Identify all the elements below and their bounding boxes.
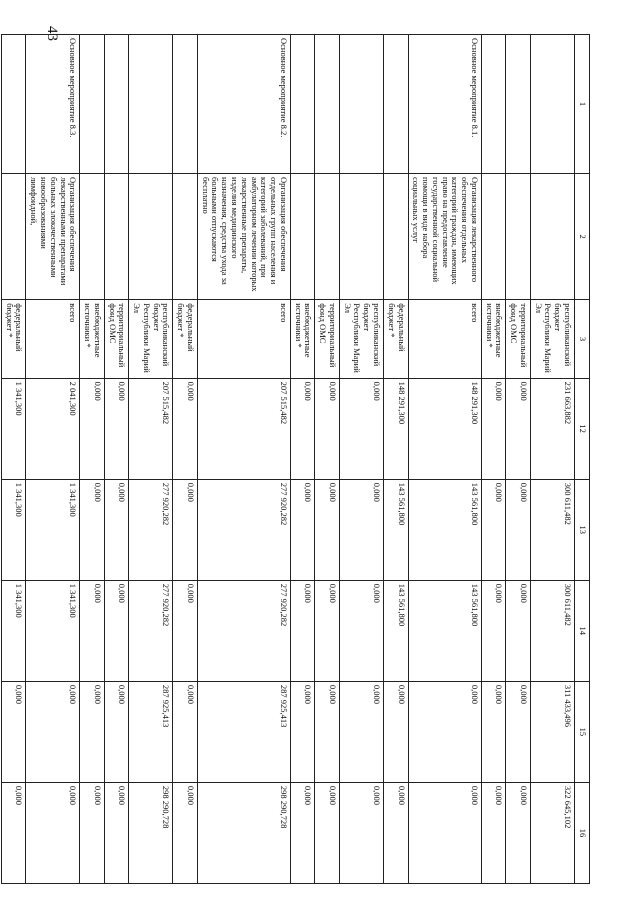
table-cell: 0,000	[80, 479, 105, 580]
table-cell: 0,000	[173, 479, 198, 580]
table-cell: 231 663,882	[530, 378, 574, 479]
table-cell: 0,000	[104, 479, 129, 580]
table-cell: федеральный бюджет *	[383, 300, 408, 378]
table-cell: 143 561,800	[383, 479, 408, 580]
table-cell: 0,000	[80, 681, 105, 782]
table-cell: республиканский бюджет Республики Марий Эл	[530, 300, 574, 378]
table-cell: 0,000	[104, 681, 129, 782]
table-cell: 0,000	[290, 782, 315, 883]
table-row	[315, 35, 340, 884]
header-row	[575, 35, 590, 884]
funding-table	[1, 34, 590, 884]
header-cell: 2	[575, 173, 590, 299]
table-cell: 1 341,300	[26, 479, 80, 580]
header-cell: 16	[575, 782, 590, 883]
header-cell: 14	[575, 580, 590, 681]
table-cell	[129, 173, 173, 299]
table-cell: территориальный фонд ОМС	[104, 300, 129, 378]
table-cell: 0,000	[383, 681, 408, 782]
table-cell: 300 611,482	[530, 580, 574, 681]
table-cell: 0,000	[383, 782, 408, 883]
table-cell: Организация обеспечения отдельных групп населения и категорий заболеваний, при амбулаторном лечении которых лекарственные препараты, изделия медицинского назначения, средства ухода за больными отпускаются бесплатно	[197, 173, 290, 299]
table-row	[1, 35, 26, 884]
page-number: 43	[44, 26, 60, 41]
header-cell: 13	[575, 479, 590, 580]
table-cell: 287 925,413	[129, 681, 173, 782]
table-cell: 277 920,282	[129, 479, 173, 580]
table-cell: 300 611,482	[530, 479, 574, 580]
table-row	[290, 35, 315, 884]
table-cell: 0,000	[339, 681, 383, 782]
table-cell: 0,000	[290, 479, 315, 580]
table-cell: 298 290,728	[129, 782, 173, 883]
table-cell	[383, 35, 408, 174]
table-cell	[80, 173, 105, 299]
table-cell: всего	[197, 300, 290, 378]
table-row	[383, 35, 408, 884]
table-cell: 0,000	[173, 378, 198, 479]
table-cell: 0,000	[80, 782, 105, 883]
table-row	[104, 35, 129, 884]
table-cell	[129, 35, 173, 174]
table-cell: внебюджетные источники *	[80, 300, 105, 378]
table-cell: 322 645,102	[530, 782, 574, 883]
table-cell: федеральный бюджет *	[1, 300, 26, 378]
table-cell: 207 515,482	[129, 378, 173, 479]
table-row	[173, 35, 198, 884]
table-cell: 0,000	[104, 378, 129, 479]
table-cell: 0,000	[339, 580, 383, 681]
table-cell: 0,000	[290, 681, 315, 782]
table-row	[481, 35, 506, 884]
table-cell: 1 341,300	[1, 378, 26, 479]
table-cell: всего	[26, 300, 80, 378]
table-cell: 0,000	[481, 378, 506, 479]
table-cell: 0,000	[408, 681, 481, 782]
table-cell: республиканский бюджет Республики Марий Эл	[339, 300, 383, 378]
table-cell: 0,000	[1, 782, 26, 883]
table-row	[339, 35, 383, 884]
table-cell: 0,000	[481, 479, 506, 580]
table-cell: Основное мероприятие 8.2.	[197, 35, 290, 174]
table-cell	[530, 35, 574, 174]
table-cell: 0,000	[506, 479, 531, 580]
table-cell	[315, 35, 340, 174]
table-cell: 0,000	[173, 681, 198, 782]
table-cell	[481, 35, 506, 174]
table-cell: 143 561,800	[408, 479, 481, 580]
table-cell: 298 290,728	[197, 782, 290, 883]
table-row	[26, 35, 80, 884]
table-cell: 207 515,482	[197, 378, 290, 479]
table-cell: 0,000	[339, 782, 383, 883]
table-cell: 0,000	[506, 782, 531, 883]
table-cell: внебюджетные источники *	[481, 300, 506, 378]
table-cell	[290, 35, 315, 174]
table-cell: 0,000	[481, 681, 506, 782]
table-cell	[339, 173, 383, 299]
table-cell: 0,000	[339, 479, 383, 580]
table-cell: 0,000	[104, 580, 129, 681]
header-cell: 1	[575, 35, 590, 174]
table-row	[80, 35, 105, 884]
table-cell	[290, 173, 315, 299]
table-cell: 0,000	[173, 580, 198, 681]
table-cell: 287 925,413	[197, 681, 290, 782]
table-cell: Организация лекарственного обеспечения отдельных категорий граждан, имеющих право на предоставление государственной социальной помощи в виде набора социальных услуг	[408, 173, 481, 299]
table-cell	[530, 173, 574, 299]
table-cell	[383, 173, 408, 299]
table-cell	[173, 173, 198, 299]
table-cell: 143 561,800	[408, 580, 481, 681]
table-cell: 277 920,282	[129, 580, 173, 681]
table-cell: территориальный фонд ОМС	[506, 300, 531, 378]
table-row	[530, 35, 574, 884]
table-cell	[315, 173, 340, 299]
table-cell: 2 041,300	[26, 378, 80, 479]
table-cell	[104, 173, 129, 299]
table-cell	[1, 173, 26, 299]
table-cell: 0,000	[339, 378, 383, 479]
table-cell: 277 920,282	[197, 479, 290, 580]
rotated-table-container	[4, 34, 590, 884]
table-cell: 0,000	[315, 681, 340, 782]
table-cell: 0,000	[290, 580, 315, 681]
table-cell	[506, 35, 531, 174]
table-cell: 0,000	[26, 782, 80, 883]
table-cell: 1 341,300	[26, 580, 80, 681]
table-cell: территориальный фонд ОМС	[315, 300, 340, 378]
table-cell: Организация обеспечения лекарственными препаратами больных злокачественными новообразованиями лимфоидной,	[26, 173, 80, 299]
table-cell: 148 291,300	[408, 378, 481, 479]
table-cell: 0,000	[80, 378, 105, 479]
table-cell: 0,000	[315, 580, 340, 681]
table-cell: республиканский бюджет Республики Марий Эл	[129, 300, 173, 378]
header-cell: 15	[575, 681, 590, 782]
table-cell	[481, 173, 506, 299]
table-cell: 0,000	[481, 782, 506, 883]
table-cell: 0,000	[506, 378, 531, 479]
table-cell: 0,000	[315, 378, 340, 479]
table-cell: 0,000	[315, 479, 340, 580]
table-cell: 277 920,282	[197, 580, 290, 681]
header-cell: 12	[575, 378, 590, 479]
header-cell: 3	[575, 300, 590, 378]
table-row	[197, 35, 290, 884]
table-cell: 0,000	[506, 580, 531, 681]
table-cell: федеральный бюджет *	[173, 300, 198, 378]
table-cell: всего	[408, 300, 481, 378]
table-cell	[1, 35, 26, 174]
table-cell: внебюджетные источники *	[290, 300, 315, 378]
table-cell: 1 341,300	[1, 479, 26, 580]
table-cell: 0,000	[80, 580, 105, 681]
table-cell: 0,000	[506, 681, 531, 782]
table-cell: 0,000	[481, 580, 506, 681]
table-cell: 148 291,300	[383, 378, 408, 479]
table-cell	[506, 173, 531, 299]
table-cell	[80, 35, 105, 174]
table-cell: 143 561,800	[383, 580, 408, 681]
table-cell: 0,000	[1, 681, 26, 782]
table-cell: 0,000	[315, 782, 340, 883]
table-cell: 0,000	[408, 782, 481, 883]
table-row	[408, 35, 481, 884]
table-cell: 0,000	[104, 782, 129, 883]
table-cell	[339, 35, 383, 174]
table-cell: Основное мероприятие 8.3.	[26, 35, 80, 174]
table-row	[506, 35, 531, 884]
table-cell: 0,000	[173, 782, 198, 883]
table-cell	[173, 35, 198, 174]
table-cell: Основное мероприятие 8.1.	[408, 35, 481, 174]
table-cell: 311 433,496	[530, 681, 574, 782]
table-cell	[104, 35, 129, 174]
table-cell: 0,000	[26, 681, 80, 782]
table-cell: 1 341,300	[1, 580, 26, 681]
table-row	[129, 35, 173, 884]
table-cell: 0,000	[290, 378, 315, 479]
